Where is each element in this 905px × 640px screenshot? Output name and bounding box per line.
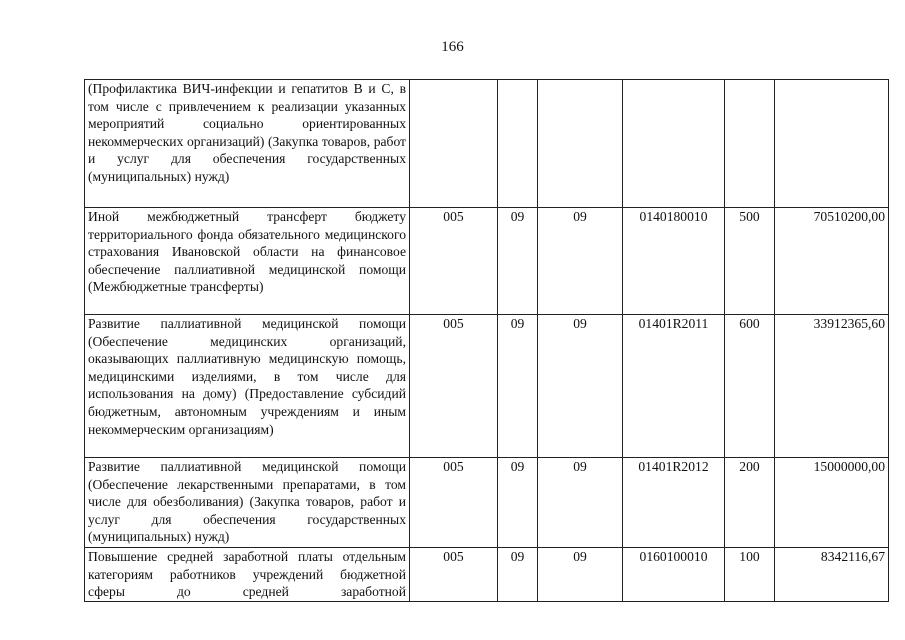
row-subsection-code: 09: [538, 208, 623, 315]
table-row: [85, 208, 889, 315]
row-target-article: 01401R2012: [623, 458, 725, 548]
row-section-code: [498, 80, 538, 208]
row-target-article: [623, 80, 725, 208]
row-target-article: 01401R2011: [623, 315, 725, 458]
row-section-code: 09: [498, 208, 538, 315]
row-amount: [775, 80, 889, 208]
row-description: Иной межбюджетный трансферт бюджету территориального фонда обязательного медицинского страхования Ивановской области на финансовое обеспечение паллиативной медицинской помощи (Межбюджетные трансферты): [85, 208, 410, 315]
row-description: Развитие паллиативной медицинской помощи (Обеспечение лекарственными препаратами, в том числе для обезболивания) (Закупка товаров, работ и услуг для обеспечения государственных (муниципальных) нужд): [85, 458, 410, 548]
row-amount: 8342116,67: [775, 548, 889, 602]
row-subsection-code: 09: [538, 458, 623, 548]
row-section-code: 09: [498, 315, 538, 458]
budget-allocation-table: [84, 79, 889, 602]
row-subsection-code: [538, 80, 623, 208]
row-section-code: 09: [498, 548, 538, 602]
row-target-article: 0140180010: [623, 208, 725, 315]
row-ministry-code: 005: [410, 548, 498, 602]
table-row: [85, 80, 889, 208]
row-ministry-code: 005: [410, 315, 498, 458]
row-description: (Профилактика ВИЧ-инфекции и гепатитов В и С, в том числе с привлечением к реализации указанных мероприятий социально ориентированных некоммерческих организаций) (Закупка товаров, работ и услуг для обеспечения государственных (муниципальных) нужд): [85, 80, 410, 208]
row-amount: 33912365,60: [775, 315, 889, 458]
table-row: [85, 548, 889, 602]
page-number: 166: [441, 39, 464, 55]
row-description: Развитие паллиативной медицинской помощи (Обеспечение медицинских организаций, оказывающих паллиативную медицинскую помощь, медицинскими изделиями, в том числе для использования на дому) (Предоставление субсидий бюджетным, автономным учреждениям и иным некоммерческим организациям): [85, 315, 410, 458]
row-amount: 70510200,00: [775, 208, 889, 315]
row-description: Повышение средней заработной платы отдельным категориям работников учреждений бюджетной сферы до средней заработной: [85, 548, 410, 602]
row-amount: 15000000,00: [775, 458, 889, 548]
table-row: [85, 315, 889, 458]
row-expense-type: 200: [725, 458, 775, 548]
row-ministry-code: 005: [410, 458, 498, 548]
row-subsection-code: 09: [538, 548, 623, 602]
row-target-article: 0160100010: [623, 548, 725, 602]
row-subsection-code: 09: [538, 315, 623, 458]
row-ministry-code: [410, 80, 498, 208]
row-section-code: 09: [498, 458, 538, 548]
table-row: [85, 458, 889, 548]
row-ministry-code: 005: [410, 208, 498, 315]
row-expense-type: 500: [725, 208, 775, 315]
row-expense-type: [725, 80, 775, 208]
row-expense-type: 600: [725, 315, 775, 458]
row-expense-type: 100: [725, 548, 775, 602]
